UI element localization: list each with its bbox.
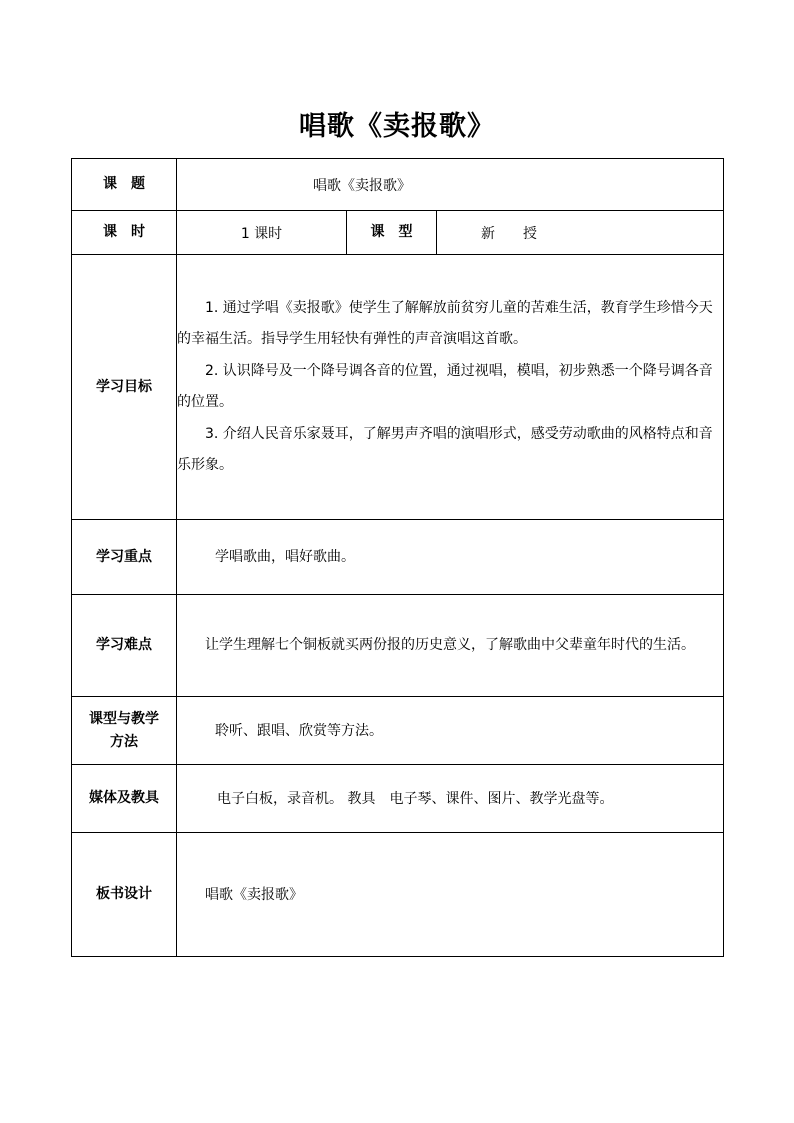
row-goals: [72, 255, 724, 520]
value-period: 1 课时: [177, 211, 347, 255]
goal-item-3: 3. 介绍人民音乐家聂耳，了解男声齐唱的演唱形式，感受劳动歌曲的风格特点和音乐形象。: [177, 425, 713, 473]
row-media: [72, 765, 724, 833]
label-lesson-type: 课 型: [347, 211, 437, 255]
lesson-plan-table: [71, 158, 724, 957]
label-methods: [72, 697, 177, 765]
row-period: [72, 211, 724, 255]
label-period: 课 时: [72, 211, 177, 255]
key-points-text: 学唱歌曲，唱好歌曲。: [215, 549, 355, 565]
value-key-points: [177, 520, 724, 595]
goal-item-2: 2. 认识降号及一个降号调各音的位置，通过视唱，模唱，初步熟悉一个降号调各音的位置。: [177, 362, 713, 410]
label-goals: 学习目标: [72, 255, 177, 520]
label-board: 板书设计: [72, 833, 177, 957]
value-methods: [177, 697, 724, 765]
goal-item-1: 1. 通过学唱《卖报歌》使学生了解解放前贫穷儿童的苦难生活，教育学生珍惜今天的幸福生活。指导学生用轻快有弹性的声音演唱这首歌。: [177, 299, 713, 347]
value-topic: 唱歌《卖报歌》: [177, 159, 724, 211]
label-difficulties: 学习难点: [72, 595, 177, 697]
row-key-points: [72, 520, 724, 595]
value-media: [177, 765, 724, 833]
value-difficulties: [177, 595, 724, 697]
label-topic: 课 题: [72, 159, 177, 211]
row-difficulties: [72, 595, 724, 697]
methods-text: 聆听、跟唱、欣赏等方法。: [215, 722, 383, 739]
label-key-points: 学习重点: [72, 520, 177, 595]
page-title: 唱歌《卖报歌》: [299, 111, 495, 142]
label-media: 媒体及教具: [72, 765, 177, 833]
value-board: [177, 833, 724, 957]
row-topic: [72, 159, 724, 211]
label-methods-line2: 方法: [110, 733, 138, 750]
value-goals: [177, 255, 724, 520]
row-methods: [72, 697, 724, 765]
row-board: [72, 833, 724, 957]
board-text: 唱歌《卖报歌》: [205, 886, 303, 903]
difficulties-text: 让学生理解七个铜板就买两份报的历史意义，了解歌曲中父辈童年时代的生活。: [205, 637, 695, 653]
value-lesson-type: 新 授: [437, 211, 724, 255]
media-text: 电子白板，录音机。 教具 电子琴、课件、图片、教学光盘等。: [217, 790, 614, 807]
label-methods-line1: 课型与教学: [89, 710, 159, 727]
